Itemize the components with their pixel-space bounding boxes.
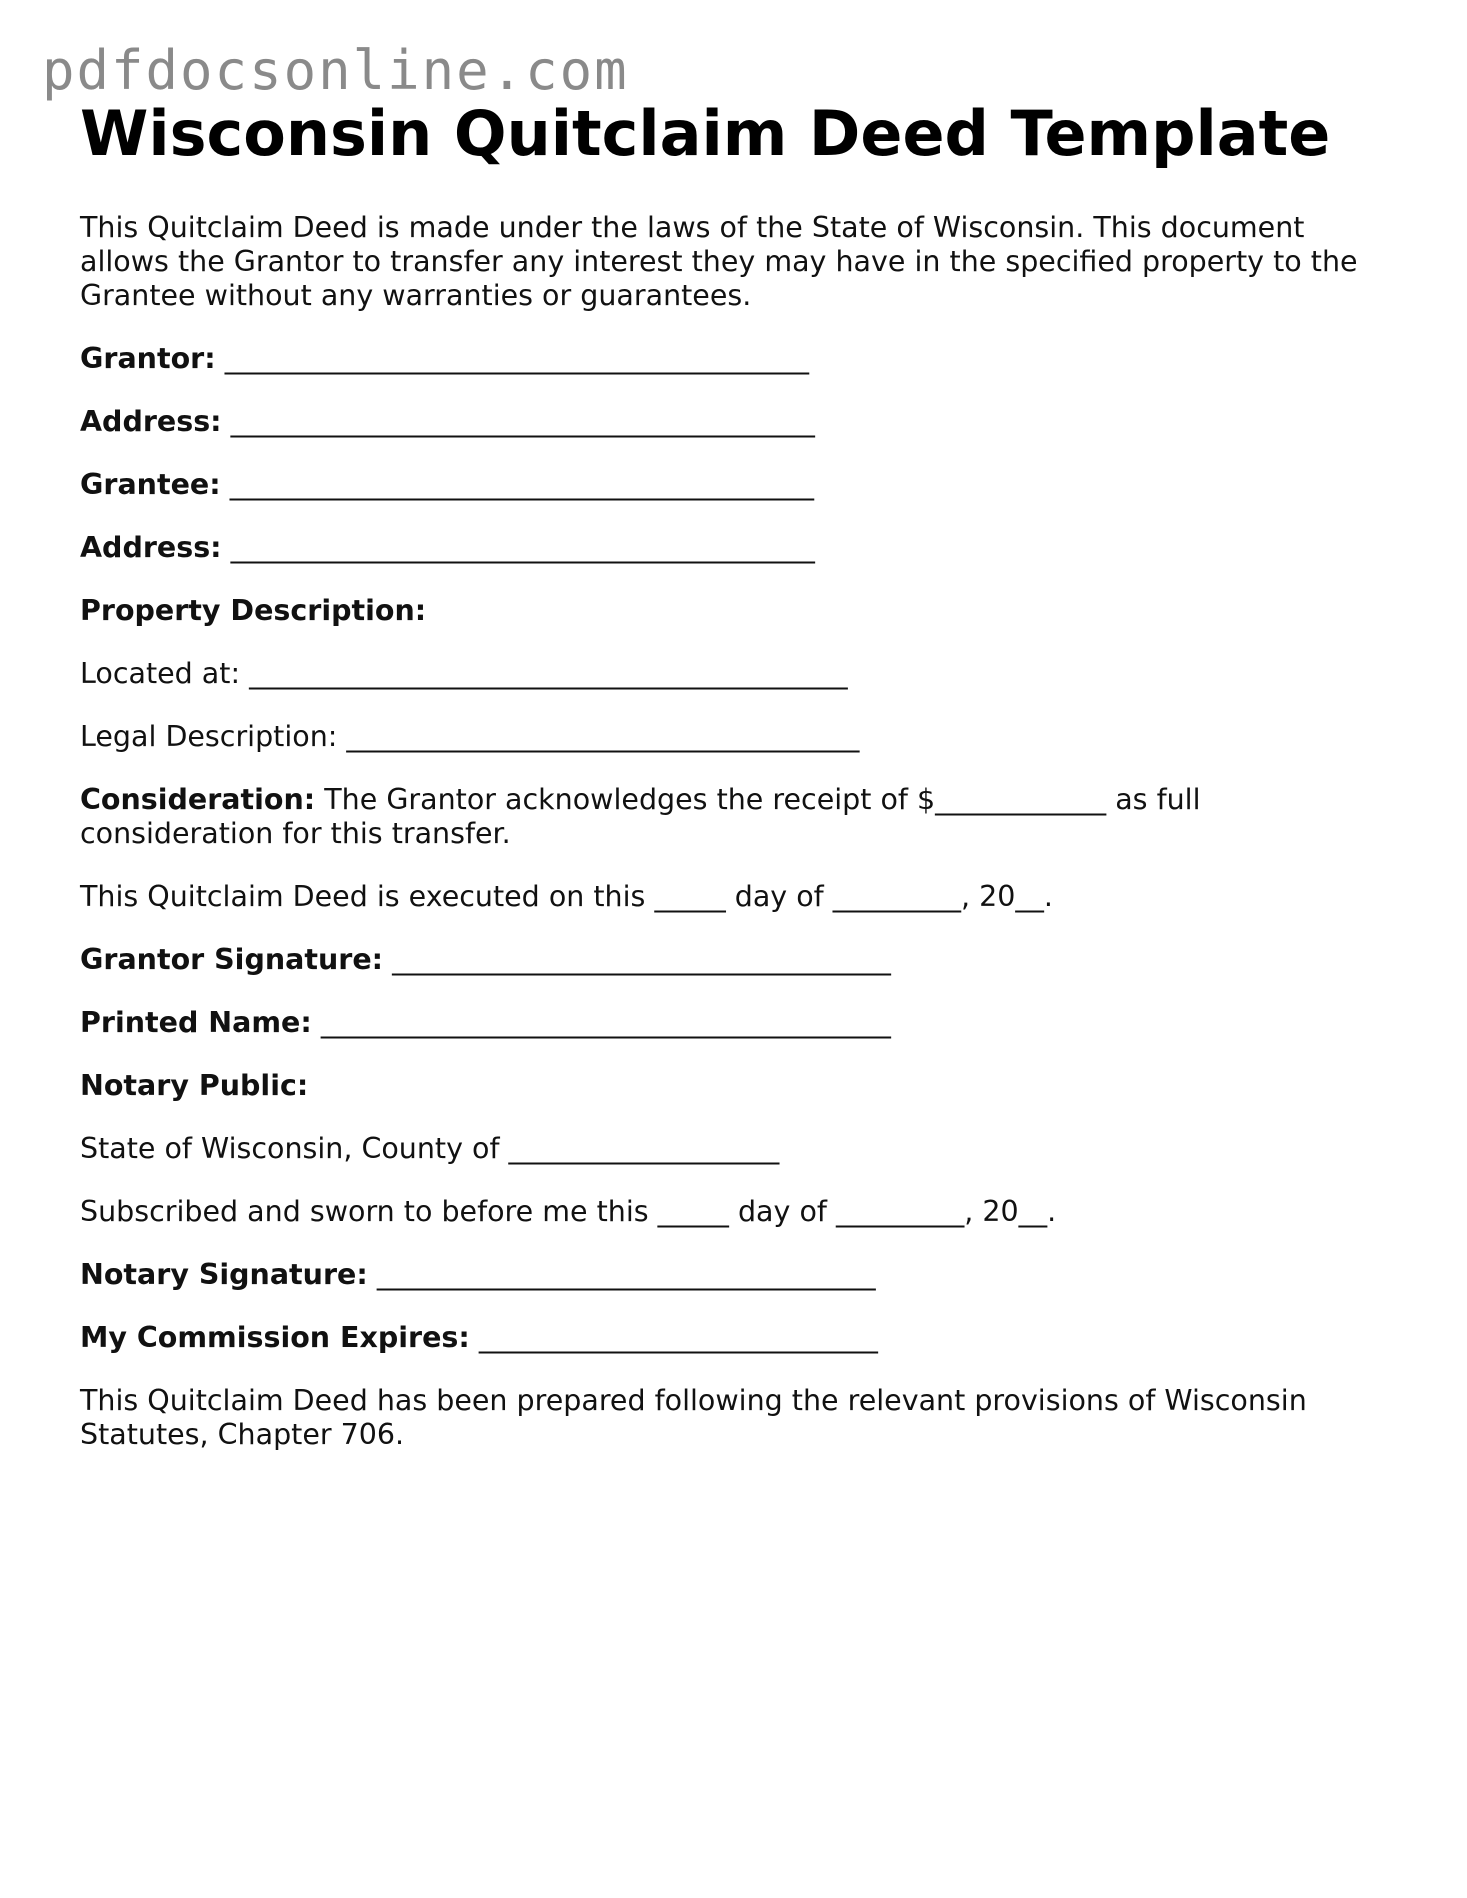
legal-description-field: Legal Description: ____________________________________ <box>80 720 860 753</box>
printed-name-field <box>80 1006 1400 1040</box>
intro-paragraph: This Quitclaim Deed is made under the laws of the State of Wisconsin. This document allows the Grantor to transfer any interest they may have in the specified property to the Grantee without any warranties or guarantees. <box>80 211 1358 312</box>
grantor-blank: _________________________________________ <box>224 342 809 375</box>
notary-signature-label: Notary Signature: <box>80 1258 368 1291</box>
grantor-address-blank: _________________________________________ <box>230 405 815 438</box>
notary-public-heading: Notary Public: <box>80 1069 309 1102</box>
grantee-address-label: Address: <box>80 531 222 564</box>
grantor-address-field <box>80 405 1400 439</box>
commission-expires-blank: ____________________________ <box>478 1321 878 1354</box>
commission-expires-field <box>80 1321 1400 1355</box>
page-title: Wisconsin Quitclaim Deed Template <box>80 97 1331 170</box>
grantor-signature-field <box>80 943 1400 977</box>
consideration-paragraph <box>80 783 1400 851</box>
grantee-address-field <box>80 531 1400 565</box>
notary-signature-field <box>80 1258 1400 1292</box>
consideration-text: The Grantor acknowledges the receipt of $____________ as full consideration for this transfer. <box>80 783 1201 850</box>
sworn-date-line: Subscribed and sworn to before me this _____ day of _________, 20__. <box>80 1195 1057 1228</box>
county-line: State of Wisconsin, County of ___________________ <box>80 1132 780 1165</box>
grantee-field <box>80 468 1400 502</box>
closing-paragraph: This Quitclaim Deed has been prepared following the relevant provisions of Wisconsin Statutes, Chapter 706. <box>80 1384 1307 1451</box>
commission-expires-label: My Commission Expires: <box>80 1321 470 1354</box>
grantor-field <box>80 342 1400 376</box>
located-at-field: Located at: __________________________________________ <box>80 657 848 690</box>
grantor-label: Grantor: <box>80 342 216 375</box>
printed-name-blank: ________________________________________ <box>320 1006 891 1039</box>
notary-signature-blank: ___________________________________ <box>376 1258 876 1291</box>
grantee-blank: _________________________________________ <box>229 468 814 501</box>
deed-body <box>80 211 1400 1481</box>
consideration-label: Consideration: <box>80 783 316 816</box>
execution-date-line: This Quitclaim Deed is executed on this _____ day of _________, 20__. <box>80 880 1053 913</box>
grantee-label: Grantee: <box>80 468 221 501</box>
printed-name-label: Printed Name: <box>80 1006 312 1039</box>
watermark-text: pdfdocsonline.com <box>42 39 629 102</box>
property-description-heading: Property Description: <box>80 594 427 627</box>
grantor-address-label: Address: <box>80 405 222 438</box>
grantor-signature-label: Grantor Signature: <box>80 943 384 976</box>
grantee-address-blank: _________________________________________ <box>230 531 815 564</box>
grantor-signature-blank: ___________________________________ <box>392 943 891 976</box>
